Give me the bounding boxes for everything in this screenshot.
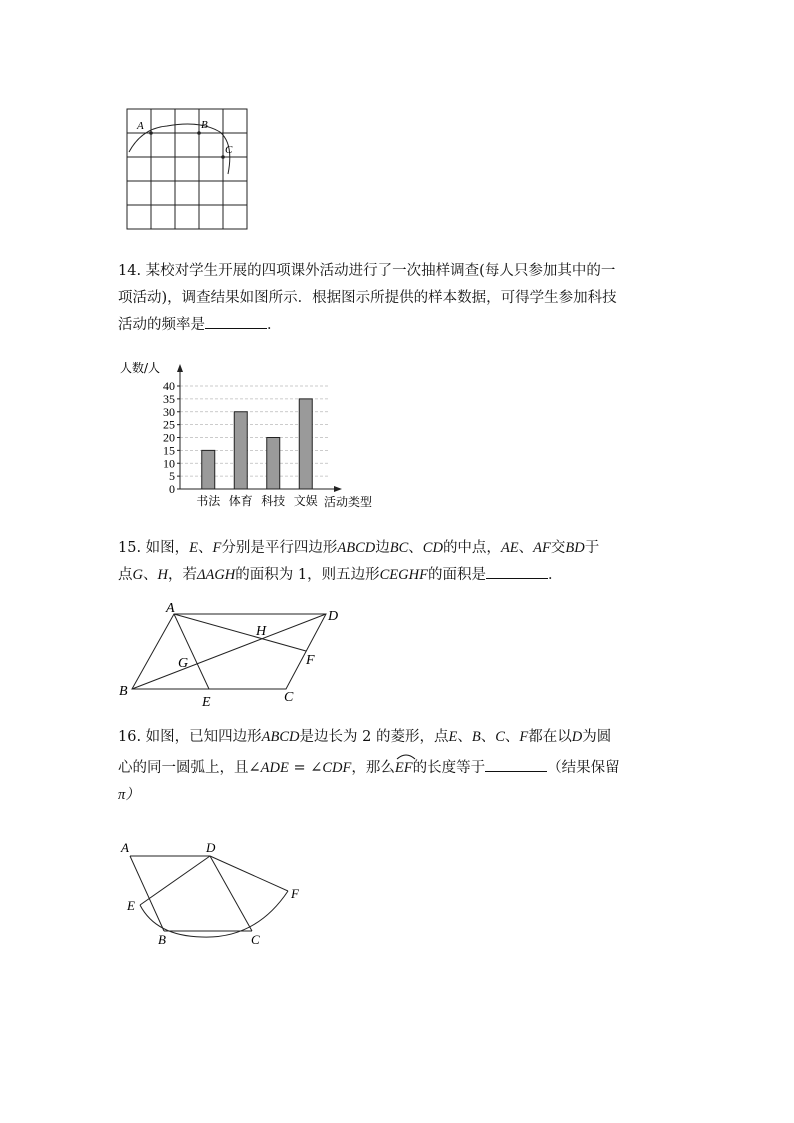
x-axis-label: 活动类型: [324, 495, 373, 509]
bar: [267, 438, 280, 490]
rhombus-arc-figure: [116, 836, 316, 952]
q14-line-1: [118, 258, 678, 285]
question-16: [118, 724, 678, 809]
x-tick-label: 科技: [261, 494, 286, 508]
q16-line-1: 16. 如图，已知四边形ABCD是边长为 2 的菱形，点E、B、C、F都在以D为圆: [118, 729, 612, 745]
q16-line-3: π）: [118, 787, 140, 803]
x-tick-label: 书法: [196, 494, 221, 508]
y-tick-label: 20: [163, 430, 175, 445]
y-tick-label: 5: [169, 469, 175, 484]
label-e: E: [127, 898, 135, 913]
label-c: C: [225, 144, 233, 156]
x-axis-arrow-icon: [334, 486, 342, 492]
q15-line-1: 15. 如图，E、F分别是平行四边形ABCD边BC、CD的中点，AE、AF交BD于: [118, 540, 600, 556]
segment-af: [174, 614, 306, 651]
bar-chart: [118, 356, 388, 516]
y-axis-arrow-icon: [177, 364, 183, 372]
label-b: B: [201, 119, 208, 131]
y-axis-label: 人数/人: [120, 361, 161, 375]
segment-bd: [132, 614, 326, 689]
circle-arc: [129, 124, 230, 174]
q15-answer-blank: [486, 564, 548, 579]
label-g: G: [178, 656, 189, 671]
y-tick-label: 15: [163, 443, 175, 458]
label-a: A: [137, 120, 144, 132]
label-e: E: [202, 695, 211, 710]
q14-line-2: 项活动)，调查结果如图所示．根据图示所提供的样本数据，可得学生参加科技: [118, 290, 617, 306]
y-tick-label: 10: [163, 456, 175, 471]
q14-line-3: [118, 312, 678, 339]
q14-text-3: 活动的频率是: [118, 317, 205, 333]
label-b: B: [158, 932, 166, 947]
q16-line-2: 心的同一圆弧上，且∠ADE = ∠CDF，那么 EF的长度等于 （结果保留: [118, 755, 678, 782]
q15-line-2: 点G、H，若ΔAGH的面积为 1，则五边形CEGHF的面积是 ．: [118, 562, 678, 589]
label-d: D: [328, 609, 339, 624]
label-d: D: [206, 840, 216, 855]
q14-period: ．: [267, 317, 282, 333]
segment-ab: [130, 856, 164, 931]
q14-number: 14.: [118, 263, 142, 279]
label-a: A: [166, 601, 175, 616]
label-f: F: [306, 653, 315, 668]
segment-de: [140, 856, 210, 905]
x-tick-label: 体育: [228, 494, 253, 508]
y-tick-label: 35: [163, 391, 175, 406]
y-tick-label: 30: [163, 404, 175, 419]
grid-arc-figure: [122, 104, 252, 232]
label-c: C: [251, 932, 260, 947]
y-tick-label: 25: [163, 417, 175, 432]
point-a: [149, 131, 153, 135]
segment-df: [210, 856, 288, 891]
label-c: C: [284, 690, 294, 705]
label-f: F: [291, 886, 299, 901]
q14-text-1: 某校对学生开展的四项课外活动进行了一次抽样调查(每人只参加其中的一: [145, 263, 616, 279]
label-a: A: [121, 840, 129, 855]
bar: [299, 399, 312, 489]
parallelogram-figure: [116, 598, 346, 710]
segment-dc: [210, 856, 252, 931]
label-h: H: [256, 624, 267, 639]
arc-ef: EF: [395, 755, 413, 782]
y-tick-label: 0: [169, 482, 175, 496]
question-14: [118, 258, 678, 339]
q14-answer-blank: [205, 314, 267, 329]
point-b: [197, 131, 201, 135]
q16-answer-blank: [485, 757, 547, 772]
arc-symbol-icon: [395, 752, 417, 760]
bar: [234, 412, 247, 489]
x-tick-label: 文娱: [293, 494, 318, 508]
segment-ae: [174, 614, 209, 689]
label-b: B: [119, 684, 128, 699]
question-15: [118, 535, 678, 589]
y-tick-label: 40: [163, 379, 175, 393]
bar: [202, 450, 215, 489]
arc-ef-curve: [140, 891, 288, 937]
